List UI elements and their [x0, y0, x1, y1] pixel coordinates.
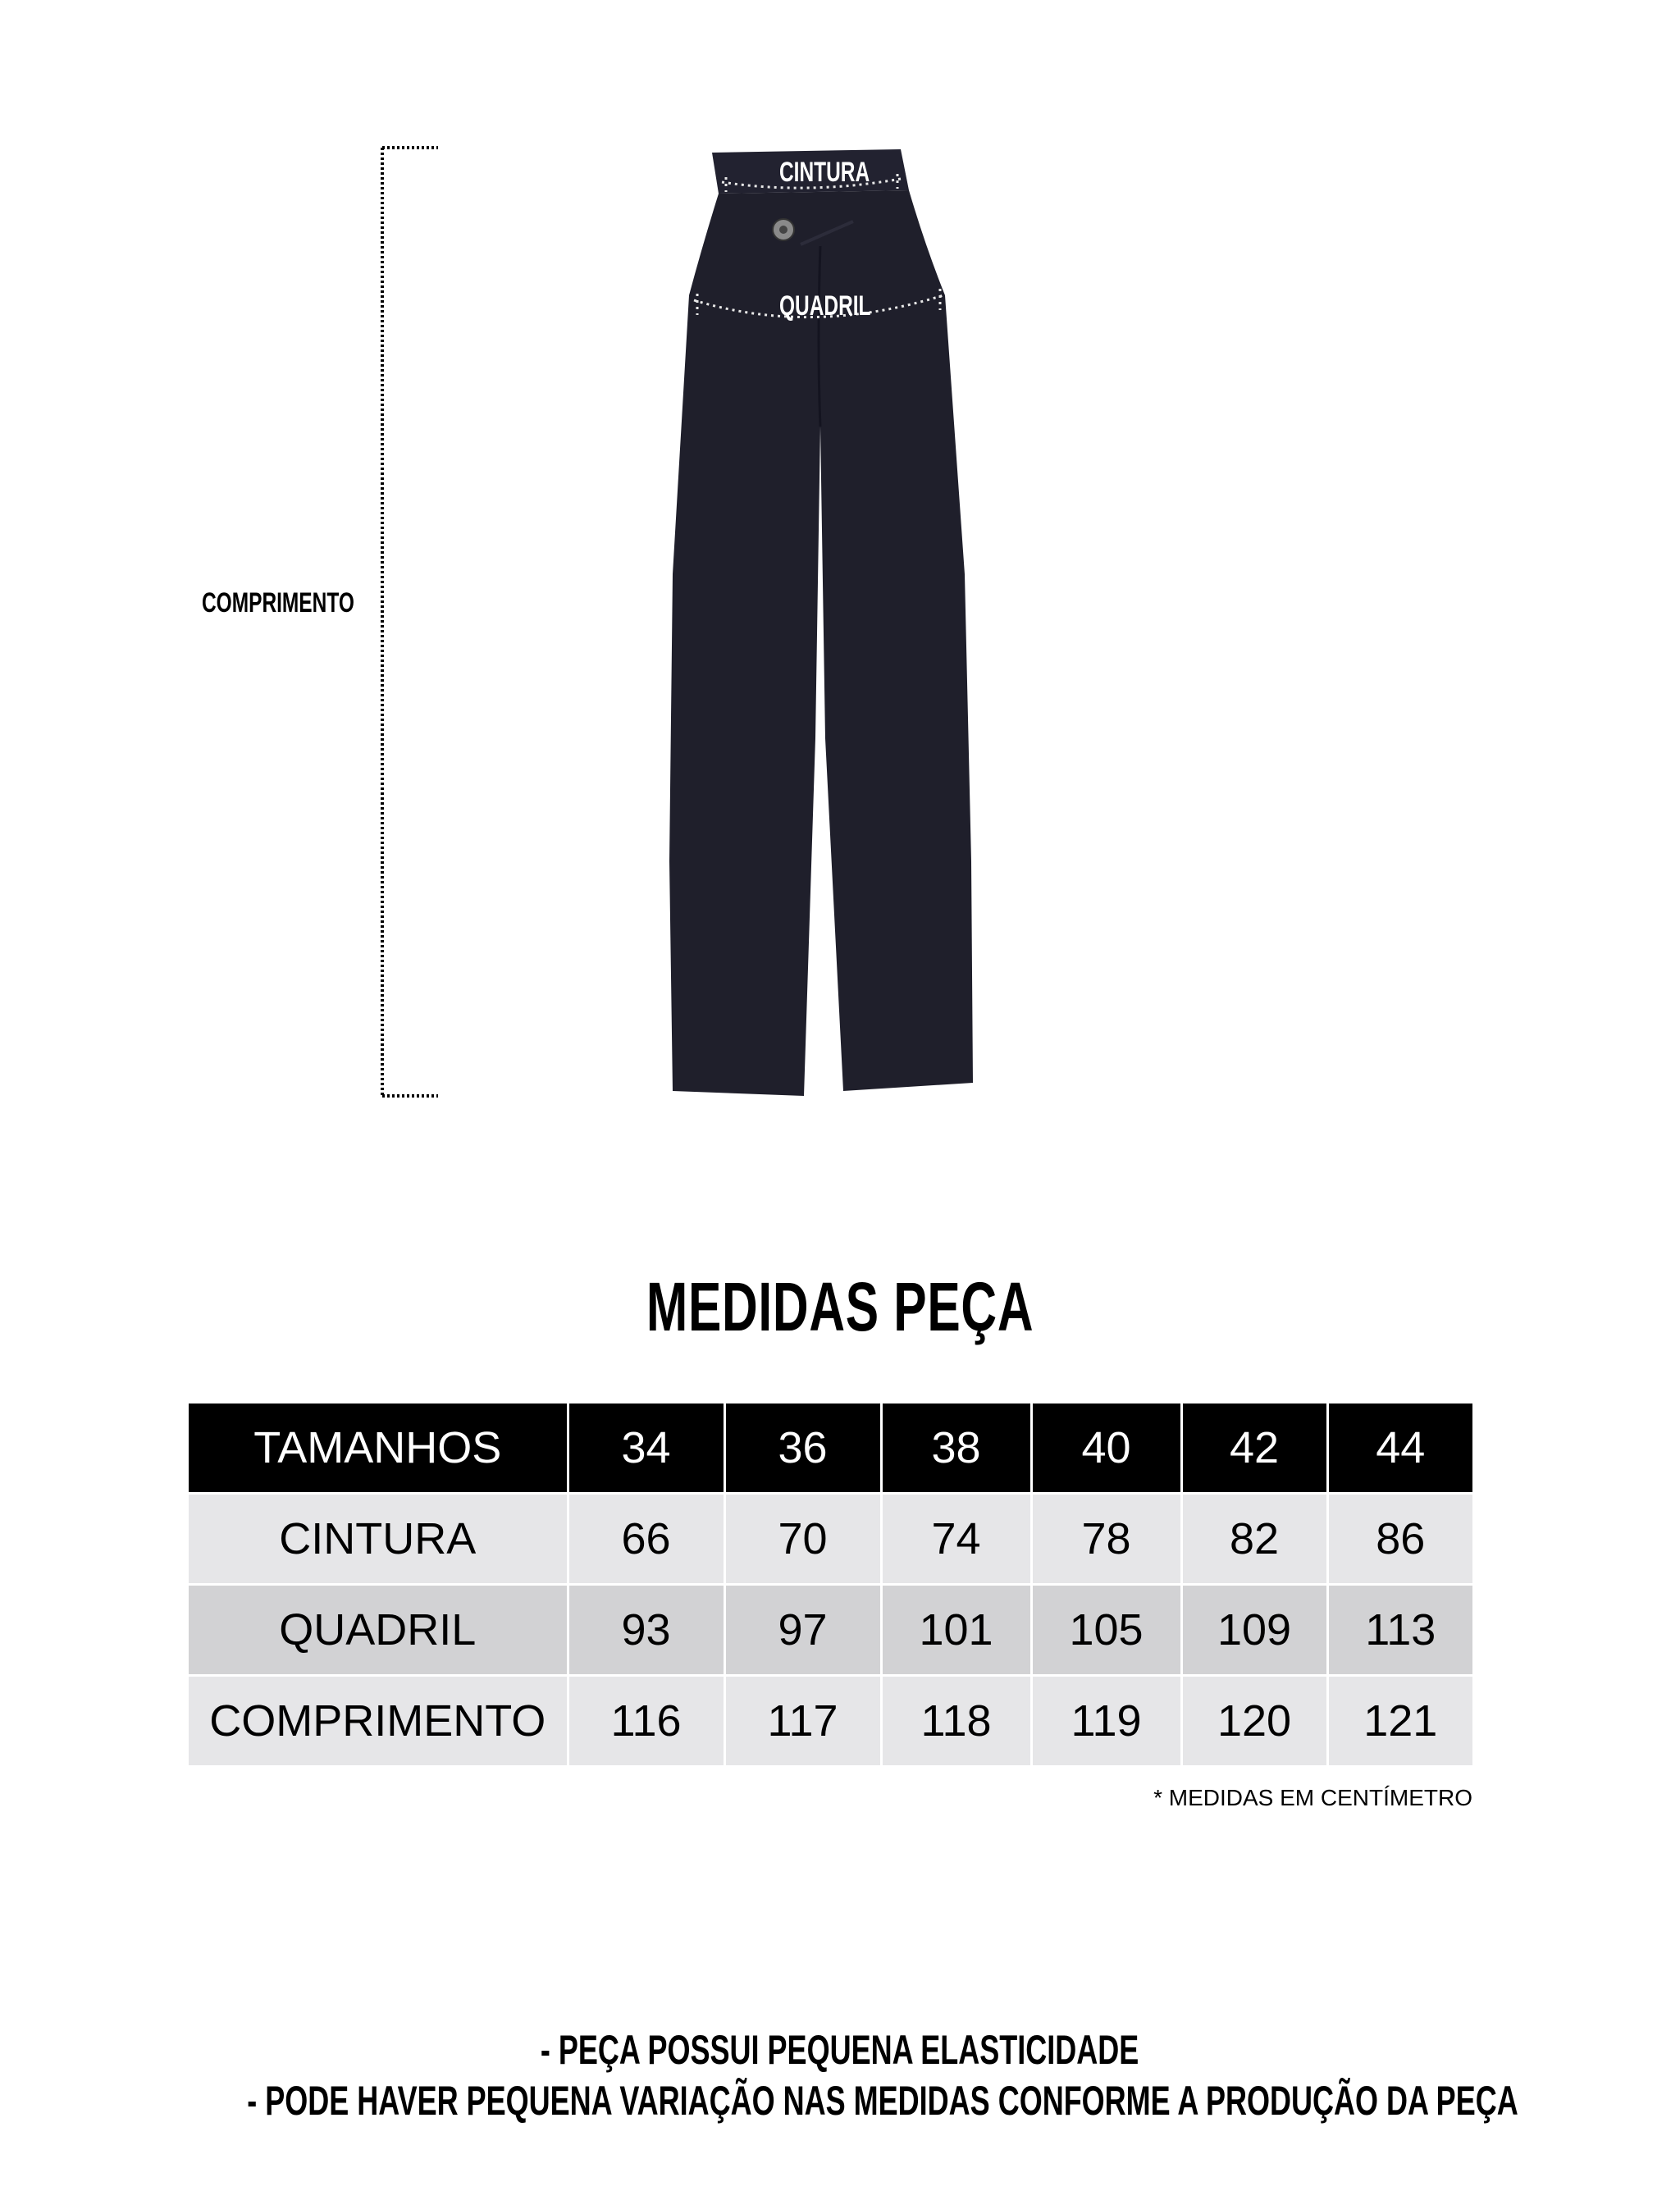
value-cell: 121: [1327, 1676, 1472, 1766]
value-cell: 66: [568, 1494, 724, 1585]
note-text: - PEÇA POSSUI PEQUENA ELASTICIDADE: [541, 2027, 1139, 2073]
unit-note: * MEDIDAS EM CENTÍMETRO: [1153, 1785, 1472, 1810]
value-cell: 101: [881, 1585, 1031, 1676]
header-label-cell: TAMANHOS: [189, 1403, 568, 1494]
value-cell: 117: [724, 1676, 881, 1766]
row-label-cell: CINTURA: [189, 1494, 568, 1585]
value-cell: 86: [1327, 1494, 1472, 1585]
row-label-cell: COMPRIMENTO: [189, 1676, 568, 1766]
note-line: [0, 2026, 1680, 2077]
size-cell: 38: [881, 1403, 1031, 1494]
table-row-hip: [189, 1585, 1472, 1676]
size-cell: 42: [1181, 1403, 1327, 1494]
value-cell: 109: [1181, 1585, 1327, 1676]
value-cell: 119: [1031, 1676, 1181, 1766]
value-cell: 78: [1031, 1494, 1181, 1585]
value-cell: 116: [568, 1676, 724, 1766]
table-row-waist: [189, 1494, 1472, 1585]
note-text: - PODE HAVER PEQUENA VARIAÇÃO NAS MEDIDAS CONFORME A PRODUÇÃO DA PEÇA: [247, 2078, 1518, 2124]
row-label-cell: QUADRIL: [189, 1585, 568, 1676]
value-cell: 97: [724, 1585, 881, 1676]
value-cell: 118: [881, 1676, 1031, 1766]
size-cell: 44: [1327, 1403, 1472, 1494]
hip-label: QUADRIL: [779, 290, 871, 322]
size-cell: 36: [724, 1403, 881, 1494]
waist-label: CINTURA: [779, 157, 870, 188]
length-label: COMPRIMENTO: [202, 587, 354, 618]
size-table: [189, 1401, 1472, 1765]
value-cell: 120: [1181, 1676, 1327, 1766]
table-row-length: [189, 1676, 1472, 1766]
size-cell: 34: [568, 1403, 724, 1494]
length-measure-bracket: [382, 148, 438, 1096]
value-cell: 105: [1031, 1585, 1181, 1676]
note-line: [0, 2077, 1680, 2128]
value-cell: 113: [1327, 1585, 1472, 1676]
page-title-text: MEDIDAS PEÇA: [646, 1268, 1034, 1345]
table-header-row: [189, 1403, 1472, 1494]
size-cell: 40: [1031, 1403, 1181, 1494]
value-cell: 82: [1181, 1494, 1327, 1585]
notes: [0, 2026, 1680, 2128]
value-cell: 70: [724, 1494, 881, 1585]
page-title: [0, 1267, 1680, 1347]
value-cell: 93: [568, 1585, 724, 1676]
value-cell: 74: [881, 1494, 1031, 1585]
